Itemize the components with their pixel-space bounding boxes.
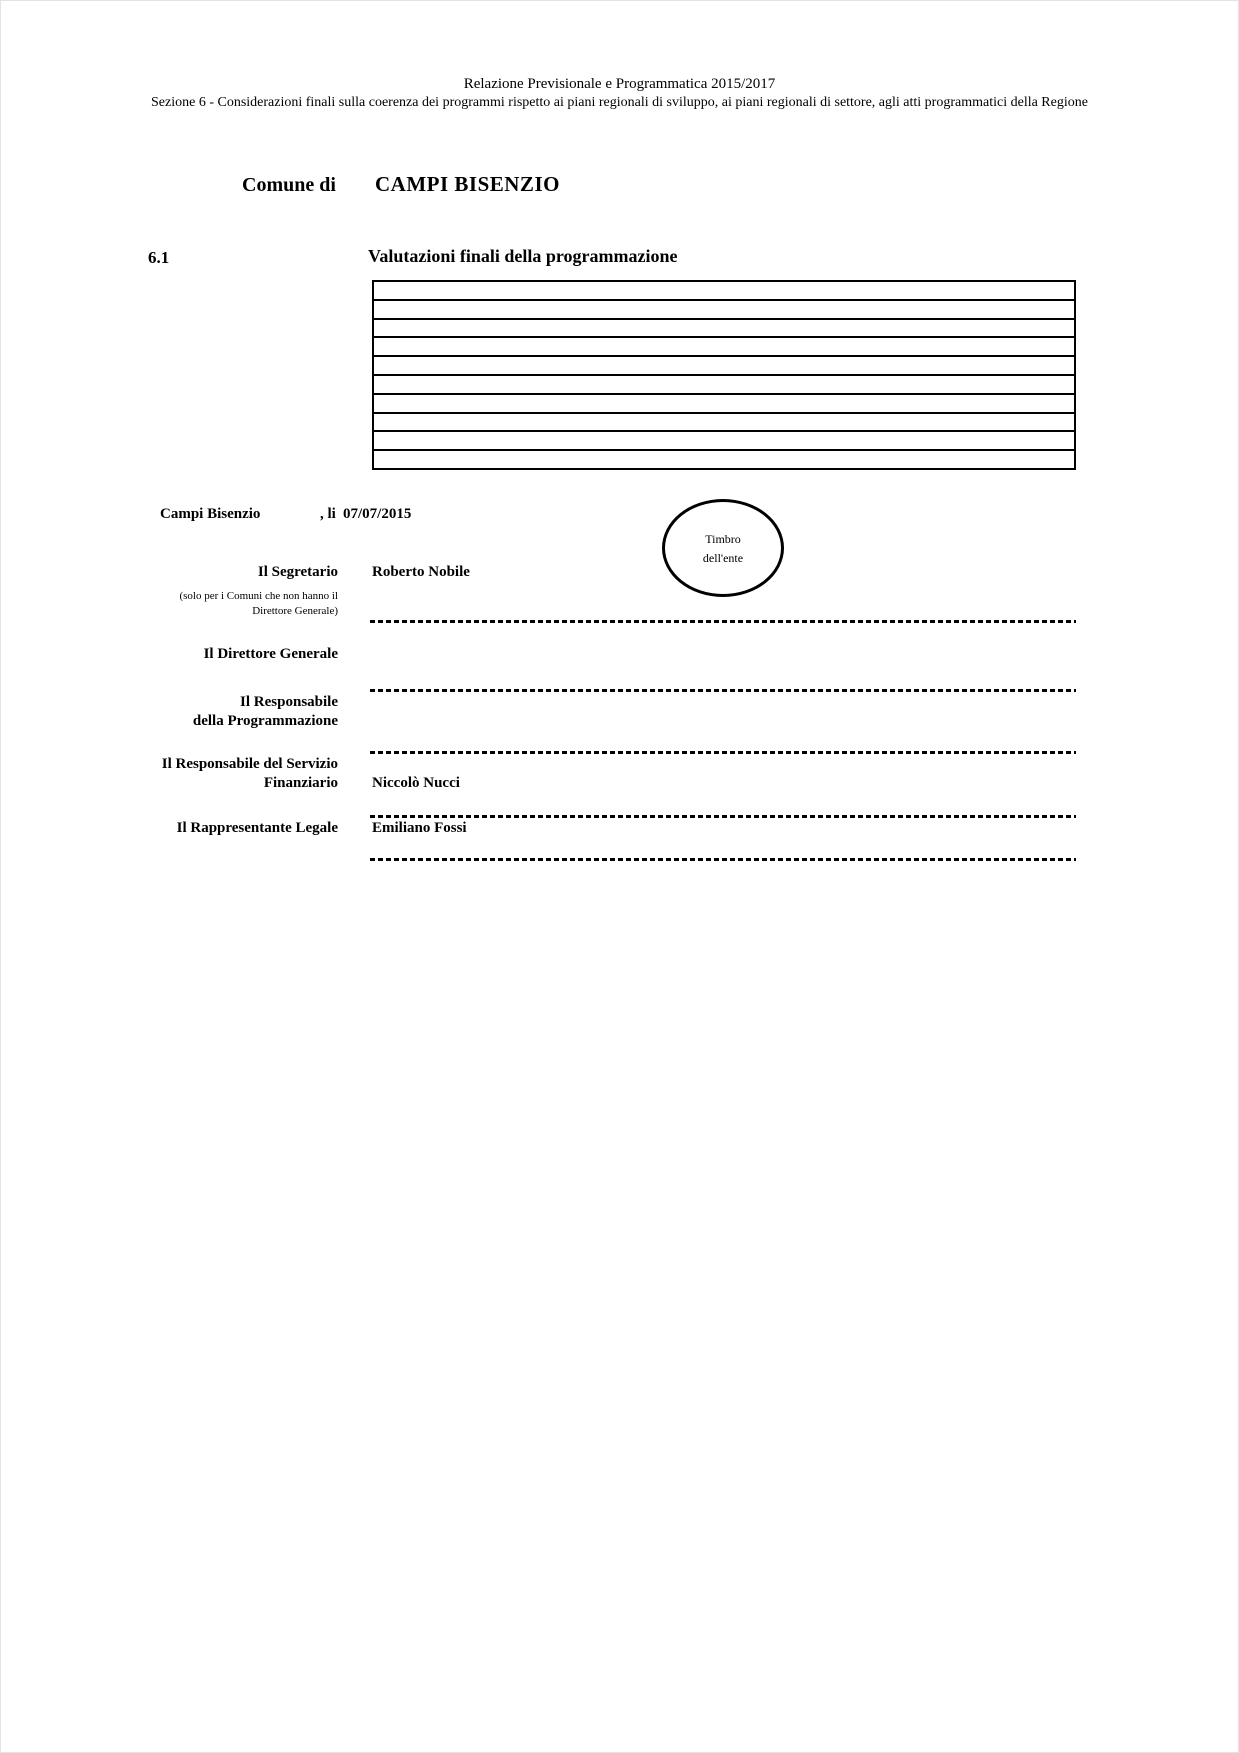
responsabile-programmazione-label-line2: della Programmazione: [192, 713, 338, 729]
direttore-generale-label: Il Direttore Generale: [203, 646, 338, 662]
stamp-circle: [662, 499, 784, 597]
segretario-label: Il Segretario: [257, 564, 338, 580]
document-date: 07/07/2015: [343, 506, 412, 522]
segretario-note-line2: Direttore Generale): [252, 605, 338, 617]
section-title: Valutazioni finali della programmazione: [368, 246, 678, 266]
table-row: [374, 282, 1074, 301]
comune-name: CAMPI BISENZIO: [375, 172, 560, 196]
rappresentante-legale-value: Emiliano Fossi: [372, 820, 467, 836]
direttore-generale-signature-line: [370, 689, 1076, 692]
stamp-text-line1: Timbro: [705, 531, 741, 546]
section-subtitle: Sezione 6 - Considerazioni finali sulla coerenza dei programmi rispetto ai piani regionali di sviluppo, ai piani regionali di settore, agli atti programmatici della Regione: [151, 95, 1088, 110]
table-row: [374, 320, 1074, 339]
table-row: [374, 432, 1074, 451]
responsabile-programmazione-signature-line: [370, 751, 1076, 754]
responsabile-programmazione-label-line1: Il Responsabile: [240, 694, 338, 710]
segretario-signature-line: [370, 620, 1076, 623]
segretario-value: Roberto Nobile: [372, 564, 470, 580]
report-title: Relazione Previsionale e Programmatica 2015/2017: [463, 76, 776, 92]
rappresentante-legale-label: Il Rappresentante Legale: [176, 820, 338, 836]
table-row: [374, 376, 1074, 395]
rappresentante-legale-signature-line: [370, 858, 1076, 861]
comune-label: Comune di: [242, 174, 336, 196]
table-row: [374, 395, 1074, 414]
table-row: [374, 451, 1074, 468]
stamp-text-line2: dell'ente: [702, 550, 744, 565]
table-row: [374, 357, 1074, 376]
valutazioni-table: [372, 280, 1076, 470]
place-name: Campi Bisenzio: [160, 506, 261, 522]
table-row: [374, 414, 1074, 433]
section-number: 6.1: [148, 248, 170, 267]
segretario-note-line1: (solo per i Comuni che non hanno il: [179, 590, 338, 602]
responsabile-finanziario-value: Niccolò Nucci: [372, 775, 460, 791]
table-row: [374, 301, 1074, 320]
responsabile-finanziario-signature-line: [370, 815, 1076, 818]
responsabile-finanziario-label-line1: Il Responsabile del Servizio: [161, 756, 338, 772]
table-row: [374, 338, 1074, 357]
responsabile-finanziario-label-line2: Finanziario: [263, 775, 338, 791]
date-prefix: , li: [320, 506, 336, 522]
